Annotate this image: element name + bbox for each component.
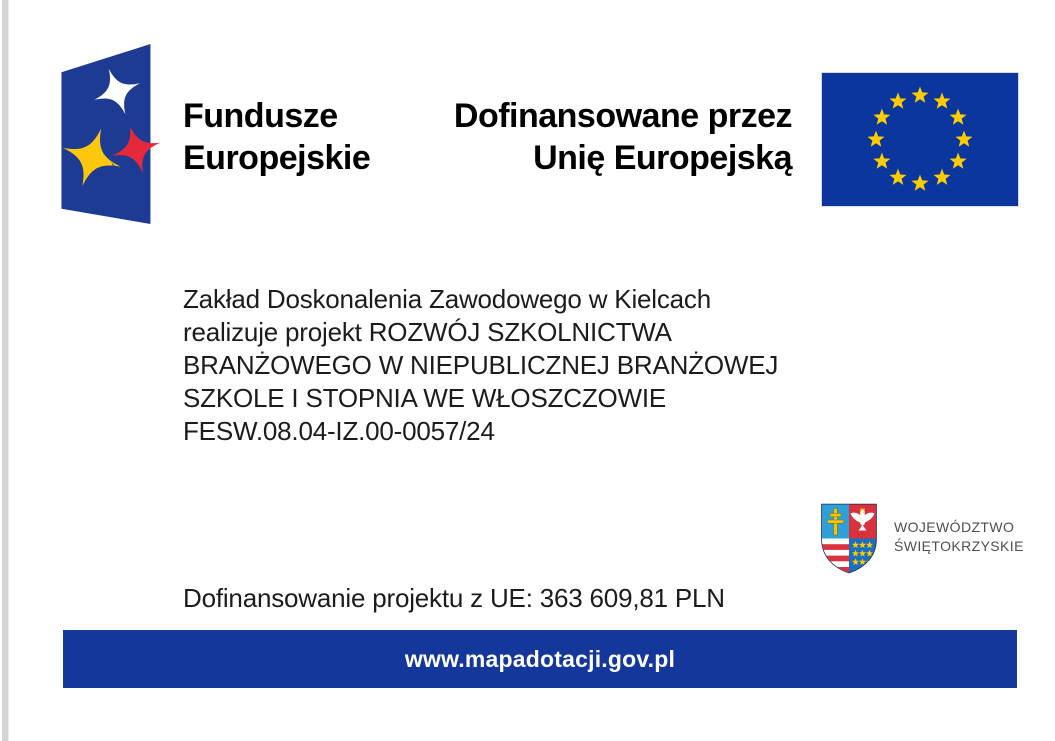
project-description <box>183 283 823 448</box>
left-edge-border <box>2 0 9 741</box>
footer-bar <box>63 630 1017 688</box>
funding-amount: Dofinansowanie projektu z UE: 363 609,81 PLN <box>183 583 725 613</box>
region-name <box>894 518 1034 556</box>
fundusze-europejskie-logo <box>60 44 160 226</box>
fe-wordmark-line2: Europejskie <box>183 139 371 177</box>
project-line: SZKOLE I STOPNIA WE WŁOSZCZOWIE <box>183 383 667 413</box>
website-url: www.mapadotacji.gov.pl <box>404 645 676 672</box>
project-line: realizuje projekt ROZWÓJ SZKOLNICTWA <box>183 317 672 347</box>
region-name-line2: ŚWIĘTOKRZYSKIE <box>894 538 1024 554</box>
eu-statement-line1: Dofinansowane przez <box>453 97 792 135</box>
fe-wordmark-line1: Fundusze <box>183 97 338 135</box>
eu-statement-line2: Unię Europejską <box>533 139 792 177</box>
eu-flag <box>821 72 1019 207</box>
region-logo <box>820 503 1030 575</box>
eu-funding-statement <box>400 95 792 179</box>
region-name-line1: WOJEWÓDZTWO <box>894 519 1015 535</box>
project-line: BRANŻOWEGO W NIEPUBLICZNEJ BRANŻOWEJ <box>183 350 779 380</box>
project-line: FESW.08.04-IZ.00-0057/24 <box>183 416 495 446</box>
project-line: Zakład Doskonalenia Zawodowego w Kielcach <box>183 284 711 314</box>
swietokrzyskie-coat-of-arms-icon <box>820 503 878 574</box>
